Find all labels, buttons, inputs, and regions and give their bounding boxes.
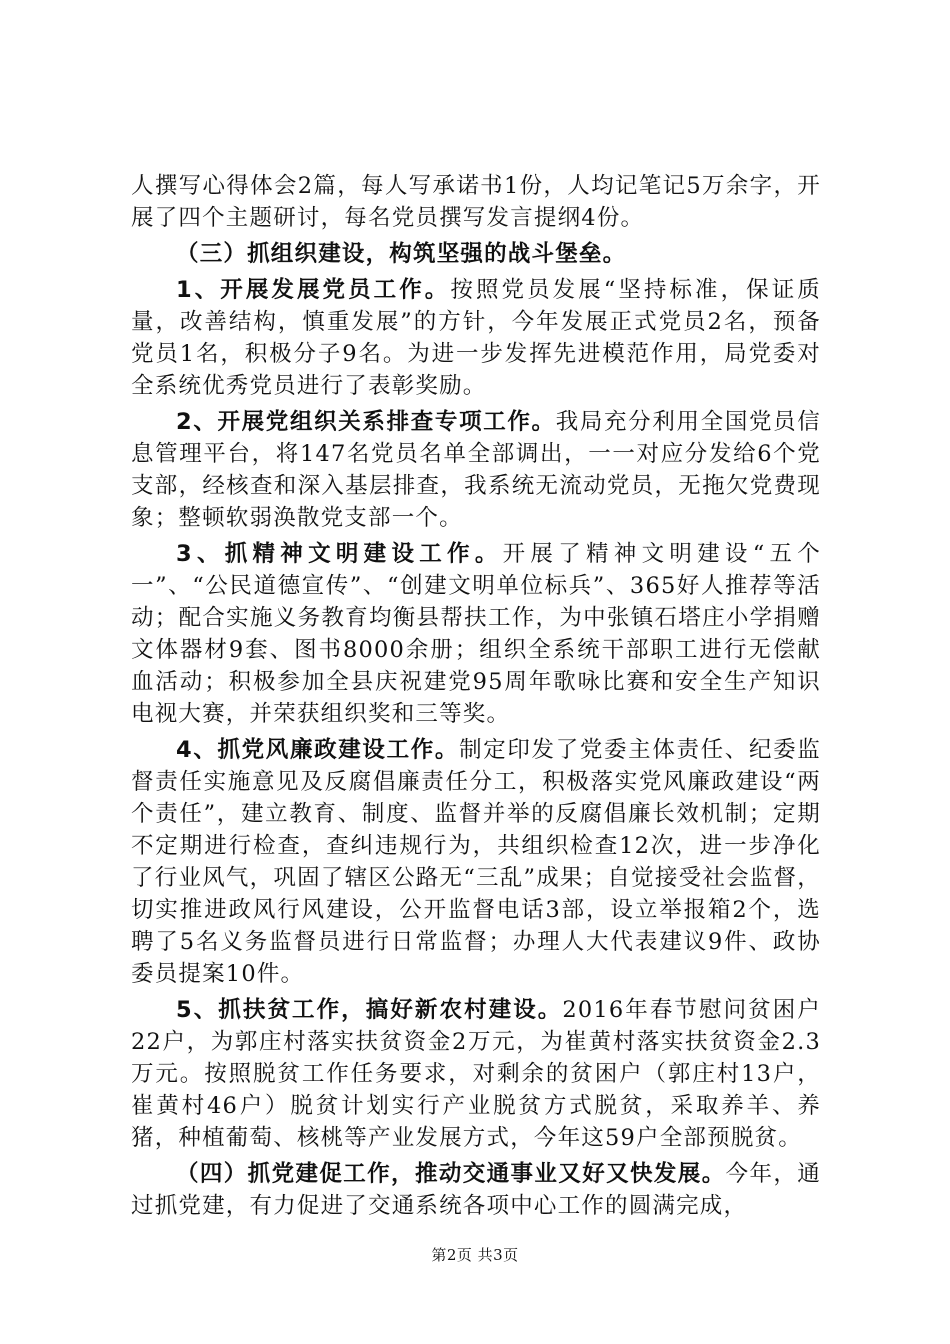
paragraph-item-5	[131, 994, 821, 1154]
paragraph-item-2	[131, 406, 821, 534]
paragraph-item-4	[131, 734, 821, 990]
paragraph-text: 按照党员发展“坚持标准，保证质量，改善结构，慎重发展”的方针，今年发展正式党员2名，预备党员1名，积极分子9名。为进一步发挥先进模范作用，局党委对全系统优秀党员进行了表彰奖励。	[131, 277, 821, 399]
paragraph-text: 今年，通过抓党建，有力促进了交通系统各项中心工作的圆满完成，	[131, 1161, 821, 1219]
paragraph-text: 制定印发了党委主体责任、纪委监督责任实施意见及反腐倡廉责任分工，积极落实党风廉政建设“两个责任”，建立教育、制度、监督并举的反腐倡廉长效机制；定期不定期进行检查，查纠违规行为，共组织检查12次，进一步净化了行业风气，巩固了辖区公路无“三乱”成果；自觉接受社会监督，切实推进政风行风建设，公开监督电话3部，设立举报箱2个，选聘了5名义务监督员进行日常监督；办理人大代表建议9件、政协委员提案10件。	[131, 737, 821, 987]
paragraph-item-1	[131, 274, 821, 402]
document-body	[131, 170, 821, 1226]
page-number: 第2页 共3页	[431, 1246, 519, 1264]
section-heading: （三）抓组织建设，构筑坚强的战斗堡垒。	[176, 241, 627, 267]
paragraph-heading: 4、抓党风廉政建设工作。	[176, 737, 460, 763]
paragraph-text: 2016年春节慰问贫困户22户，为郭庄村落实扶贫资金2万元，为崔黄村落实扶贫资金2.3万元。按照脱贫工作任务要求，对剩余的贫困户（郭庄村13户，崔黄村46户）脱贫计划实行产业脱贫方式脱贫，采取养羊、养猪，种植葡萄、核桃等产业发展方式，今年这59户全部预脱贫。	[131, 997, 821, 1151]
paragraph-heading: 2、开展党组织关系排查专项工作。	[176, 409, 556, 435]
paragraph-heading: 3、抓精神文明建设工作。	[176, 541, 503, 567]
section-heading-four	[131, 1158, 821, 1222]
section-heading-three	[131, 238, 821, 270]
paragraph-heading: 1、开展发展党员工作。	[176, 277, 451, 303]
paragraph-text: 开展了精神文明建设“五个一”、“公民道德宣传”、“创建文明单位标兵”、365好人推荐等活动；配合实施义务教育均衡县帮扶工作，为中张镇石塔庄小学捐赠文体器材9套、图书8000余册；组织全系统干部职工进行无偿献血活动；积极参加全县庆祝建党95周年歌咏比赛和安全生产知识电视大赛，并荣获组织奖和三等奖。	[131, 541, 821, 727]
paragraph-item-3	[131, 538, 821, 730]
paragraph-heading: 5、抓扶贫工作，搞好新农村建设。	[176, 997, 563, 1023]
page-footer	[0, 1244, 950, 1265]
section-heading: （四）抓党建促工作，推动交通事业又好又快发展。	[176, 1161, 726, 1187]
paragraph-continuation	[131, 170, 821, 234]
paragraph-text: 人撰写心得体会2篇，每人写承诺书1份，人均记笔记5万余字，开展了四个主题研讨，每名党员撰写发言提纲4份。	[131, 173, 821, 231]
paragraph-text: 我局充分利用全国党员信息管理平台，将147名党员名单全部调出，一一对应分发给6个党支部，经核查和深入基层排查，我系统无流动党员，无拖欠党费现象；整顿软弱涣散党支部一个。	[131, 409, 821, 531]
